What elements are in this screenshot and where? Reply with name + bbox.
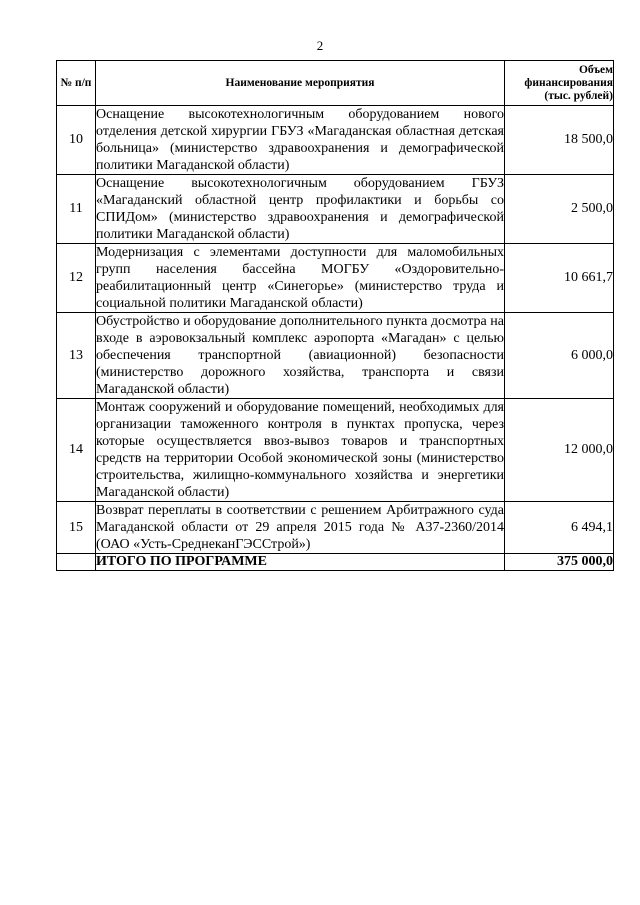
row-description xyxy=(96,502,505,554)
table-row xyxy=(57,106,614,175)
row-description xyxy=(96,106,505,175)
row-description xyxy=(96,244,505,313)
row-description-text: Оснащение высокотехнологичным оборудованием нового отделения детской хирургии ГБУЗ «Магаданская областная детская больница» (министерство здравоохранения и демографической политики Магаданской области) xyxy=(96,107,504,173)
row-number: 10 xyxy=(57,106,96,175)
row-description-text: Монтаж сооружений и оборудование помещений, необходимых для организации таможенного контроля в пунктах пропуска, через которые осуществляется ввоз-вывоз товаров и транспортных средств на территории Особой экономической зоны (министерство строительства, жилищно-коммунального хозяйства и энергетики Магаданской области) xyxy=(96,400,504,500)
row-number: 14 xyxy=(57,399,96,502)
total-amount: 375 000,0 xyxy=(505,554,614,571)
row-number: 12 xyxy=(57,244,96,313)
row-amount: 2 500,0 xyxy=(505,175,614,244)
table-row xyxy=(57,313,614,399)
row-description xyxy=(96,313,505,399)
row-description xyxy=(96,175,505,244)
header-volume: Объем финансирования (тыс. рублей) xyxy=(505,61,614,106)
row-amount: 6 000,0 xyxy=(505,313,614,399)
table-row xyxy=(57,399,614,502)
header-name: Наименование мероприятия xyxy=(96,61,505,106)
page-number: 2 xyxy=(316,38,324,53)
total-label: ИТОГО ПО ПРОГРАММЕ xyxy=(96,554,505,571)
table-row xyxy=(57,502,614,554)
row-amount: 6 494,1 xyxy=(505,502,614,554)
row-number: 15 xyxy=(57,502,96,554)
row-description xyxy=(96,399,505,502)
row-description-text: Обустройство и оборудование дополнительного пункта досмотра на входе в аэровокзальный комплекс аэропорта «Магадан» с целью обеспечения транспортной (авиационной) безопасности (министерство дорожного хозяйства, транспорта и связи Магаданской области) xyxy=(96,314,504,397)
row-number: 11 xyxy=(57,175,96,244)
table-row xyxy=(57,244,614,313)
row-description-text: Возврат переплаты в соответствии с решением Арбитражного суда Магаданской области от 29 апреля 2015 года № А37-2360/2014 (ОАО «Усть-СреднеканГЭССтрой») xyxy=(96,503,504,552)
row-amount: 18 500,0 xyxy=(505,106,614,175)
row-number: 13 xyxy=(57,313,96,399)
table-header-row xyxy=(57,61,614,106)
row-amount: 12 000,0 xyxy=(505,399,614,502)
header-number: № п/п xyxy=(57,61,96,106)
total-row xyxy=(57,554,614,571)
program-table xyxy=(56,60,614,571)
total-number-cell xyxy=(57,554,96,571)
row-description-text: Оснащение высокотехнологичным оборудованием ГБУЗ «Магаданский областной центр профилактики и борьбы со СПИДом» (министерство здравоохранения и демографической политики Магаданской области) xyxy=(96,176,504,242)
table-row xyxy=(57,175,614,244)
row-amount: 10 661,7 xyxy=(505,244,614,313)
row-description-text: Модернизация с элементами доступности для маломобильных групп населения бассейна МОГБУ «Оздоровительно-реабилитационный центр «Синегорье» (министерство труда и социальной политики Магаданской области) xyxy=(96,245,504,311)
